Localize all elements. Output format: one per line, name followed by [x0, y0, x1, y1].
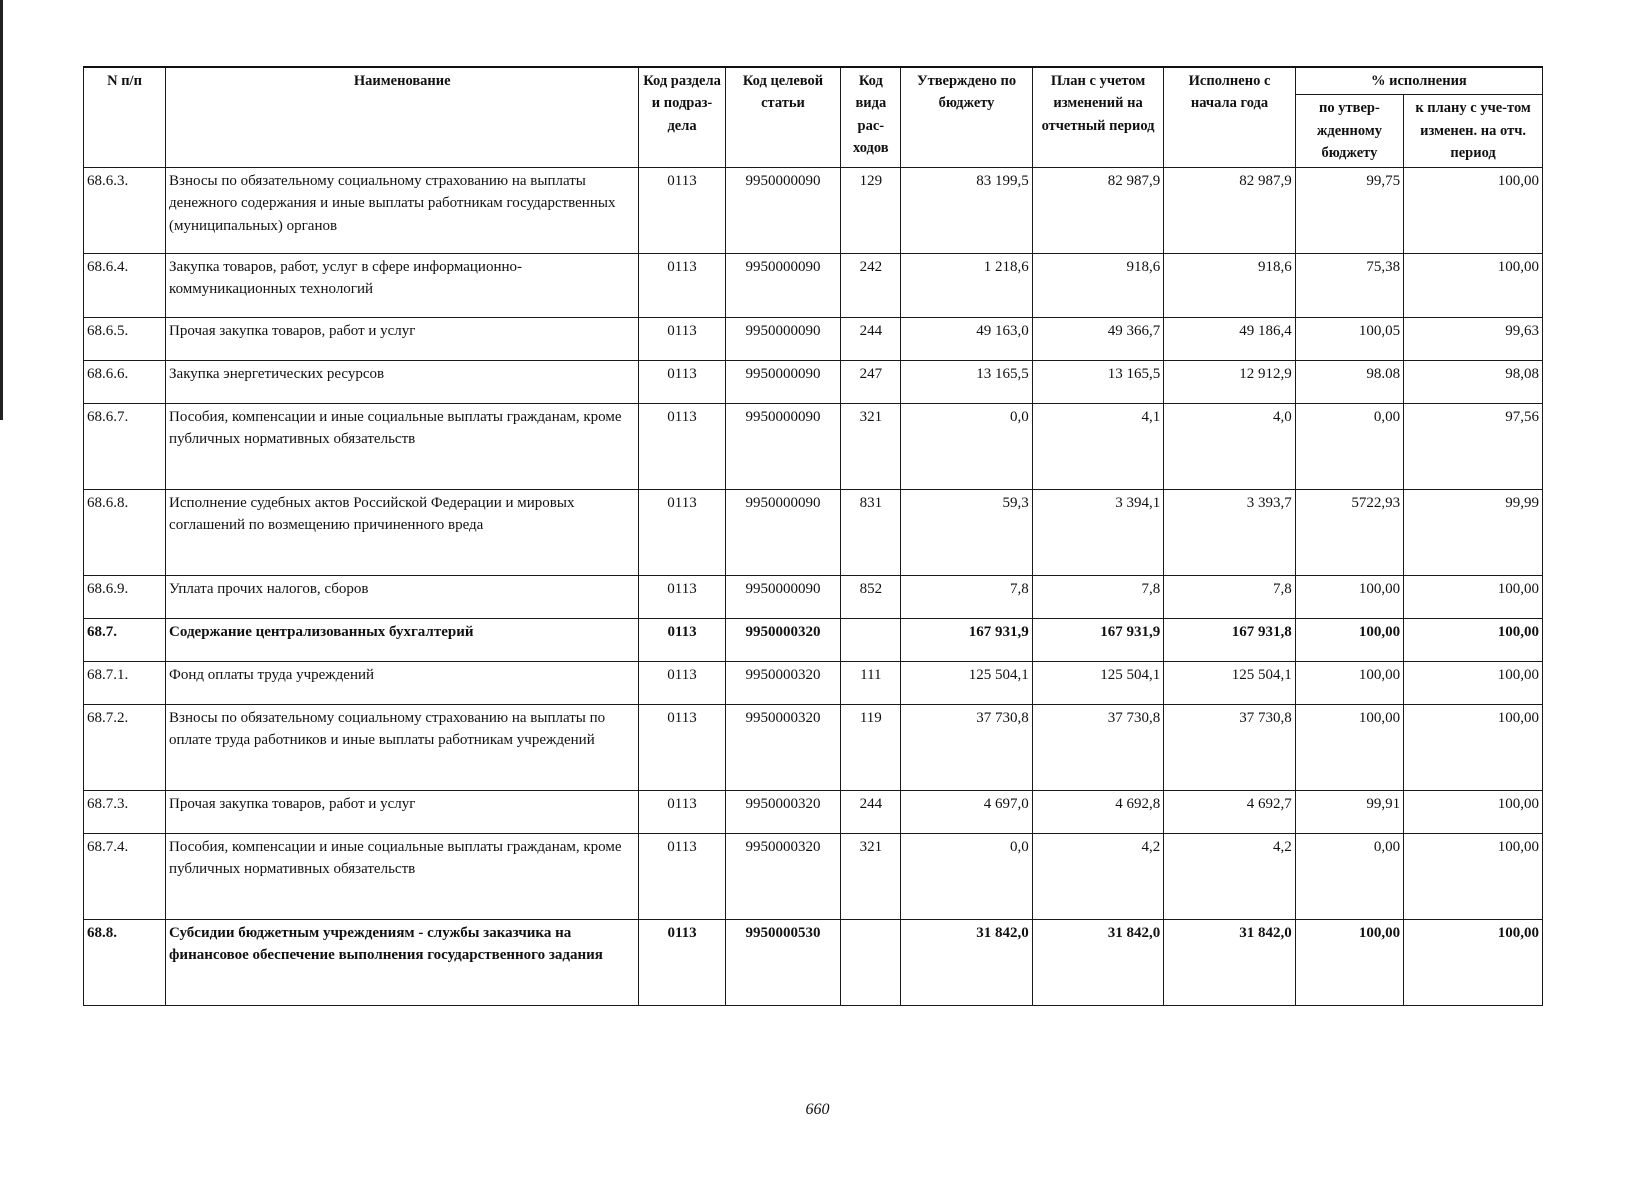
row-executed-amount: 31 842,0: [1164, 919, 1295, 1005]
row-razdel-code: 0113: [639, 575, 725, 618]
row-pct-budget: 100,00: [1295, 618, 1403, 661]
page-number: 660: [805, 1101, 830, 1118]
row-razdel-code: 0113: [639, 704, 725, 790]
row-expense-type-code: 852: [841, 575, 901, 618]
row-executed-amount: 4,2: [1164, 833, 1295, 919]
row-approved-amount: 0,0: [901, 403, 1032, 489]
row-plan-amount: 13 165,5: [1032, 360, 1163, 403]
row-number: 68.6.6.: [84, 360, 166, 403]
table-row: [84, 704, 1543, 790]
row-expense-type-code: 242: [841, 253, 901, 317]
table-row: [84, 403, 1543, 489]
table-row: [84, 833, 1543, 919]
table-row: [84, 790, 1543, 833]
row-razdel-code: 0113: [639, 833, 725, 919]
header-name: Наименование: [166, 67, 639, 167]
row-executed-amount: 12 912,9: [1164, 360, 1295, 403]
row-plan-amount: 49 366,7: [1032, 317, 1163, 360]
row-name: Содержание централизованных бухгалтерий: [166, 618, 639, 661]
row-approved-amount: 49 163,0: [901, 317, 1032, 360]
row-name: Уплата прочих налогов, сборов: [166, 575, 639, 618]
row-expense-type-code: 129: [841, 167, 901, 253]
row-razdel-code: 0113: [639, 661, 725, 704]
row-target-code: 9950000530: [725, 919, 841, 1005]
table-row: [84, 253, 1543, 317]
row-razdel-code: 0113: [639, 618, 725, 661]
row-target-code: 9950000090: [725, 403, 841, 489]
row-expense-type-code: 244: [841, 317, 901, 360]
row-expense-type-code: 321: [841, 833, 901, 919]
row-target-code: 9950000320: [725, 661, 841, 704]
row-target-code: 9950000090: [725, 489, 841, 575]
row-target-code: 9950000320: [725, 790, 841, 833]
row-pct-plan: 100,00: [1404, 704, 1543, 790]
row-approved-amount: 4 697,0: [901, 790, 1032, 833]
row-expense-type-code: 244: [841, 790, 901, 833]
row-target-code: 9950000320: [725, 704, 841, 790]
row-number: 68.6.3.: [84, 167, 166, 253]
row-executed-amount: 4,0: [1164, 403, 1295, 489]
row-pct-plan: 100,00: [1404, 833, 1543, 919]
row-pct-plan: 100,00: [1404, 167, 1543, 253]
row-number: 68.7.2.: [84, 704, 166, 790]
row-plan-amount: 7,8: [1032, 575, 1163, 618]
header-num: N п/п: [84, 67, 166, 167]
row-name: Закупка товаров, работ, услуг в сфере информационно-коммуникационных технологий: [166, 253, 639, 317]
header-utv: Утверждено по бюджету: [901, 67, 1032, 167]
row-pct-budget: 99,75: [1295, 167, 1403, 253]
row-name: Прочая закупка товаров, работ и услуг: [166, 790, 639, 833]
row-pct-plan: 99,63: [1404, 317, 1543, 360]
row-name: Закупка энергетических ресурсов: [166, 360, 639, 403]
header-celevaya: Код целевой статьи: [725, 67, 841, 167]
row-executed-amount: 37 730,8: [1164, 704, 1295, 790]
row-number: 68.8.: [84, 919, 166, 1005]
row-razdel-code: 0113: [639, 253, 725, 317]
row-target-code: 9950000090: [725, 575, 841, 618]
row-number: 68.6.5.: [84, 317, 166, 360]
row-pct-plan: 97,56: [1404, 403, 1543, 489]
row-name: Пособия, компенсации и иные социальные выплаты гражданам, кроме публичных нормативных обязательств: [166, 403, 639, 489]
table-row: [84, 575, 1543, 618]
row-executed-amount: 918,6: [1164, 253, 1295, 317]
row-name: Прочая закупка товаров, работ и услуг: [166, 317, 639, 360]
row-target-code: 9950000320: [725, 833, 841, 919]
row-plan-amount: 3 394,1: [1032, 489, 1163, 575]
row-approved-amount: 1 218,6: [901, 253, 1032, 317]
header-pct-budget: по утвер-жденному бюджету: [1295, 95, 1403, 167]
row-executed-amount: 7,8: [1164, 575, 1295, 618]
row-number: 68.6.4.: [84, 253, 166, 317]
row-number: 68.6.8.: [84, 489, 166, 575]
row-approved-amount: 0,0: [901, 833, 1032, 919]
row-approved-amount: 7,8: [901, 575, 1032, 618]
header-razdel: Код раздела и подраз-дела: [639, 67, 725, 167]
row-number: 68.7.4.: [84, 833, 166, 919]
row-pct-plan: 100,00: [1404, 790, 1543, 833]
row-executed-amount: 3 393,7: [1164, 489, 1295, 575]
row-number: 68.7.: [84, 618, 166, 661]
row-pct-budget: 98.08: [1295, 360, 1403, 403]
row-approved-amount: 31 842,0: [901, 919, 1032, 1005]
row-target-code: 9950000090: [725, 317, 841, 360]
row-approved-amount: 37 730,8: [901, 704, 1032, 790]
row-plan-amount: 4 692,8: [1032, 790, 1163, 833]
row-plan-amount: 4,2: [1032, 833, 1163, 919]
row-expense-type-code: 247: [841, 360, 901, 403]
row-number: 68.7.3.: [84, 790, 166, 833]
row-name: Исполнение судебных актов Российской Федерации и мировых соглашений по возмещению причиненного вреда: [166, 489, 639, 575]
row-executed-amount: 82 987,9: [1164, 167, 1295, 253]
row-plan-amount: 37 730,8: [1032, 704, 1163, 790]
table-row: [84, 360, 1543, 403]
row-plan-amount: 125 504,1: [1032, 661, 1163, 704]
row-razdel-code: 0113: [639, 167, 725, 253]
row-name: Субсидии бюджетным учреждениям - службы заказчика на финансовое обеспечение выполнения государственного задания: [166, 919, 639, 1005]
row-razdel-code: 0113: [639, 360, 725, 403]
row-pct-budget: 0,00: [1295, 403, 1403, 489]
row-number: 68.7.1.: [84, 661, 166, 704]
row-expense-type-code: 321: [841, 403, 901, 489]
row-pct-budget: 100,05: [1295, 317, 1403, 360]
row-razdel-code: 0113: [639, 403, 725, 489]
row-plan-amount: 31 842,0: [1032, 919, 1163, 1005]
row-pct-budget: 100,00: [1295, 575, 1403, 618]
row-pct-plan: 100,00: [1404, 919, 1543, 1005]
row-pct-budget: 100,00: [1295, 704, 1403, 790]
row-pct-budget: 0,00: [1295, 833, 1403, 919]
row-number: 68.6.9.: [84, 575, 166, 618]
row-name: Взносы по обязательному социальному страхованию на выплаты денежного содержания и иные выплаты работникам государственных (муниципальных) органов: [166, 167, 639, 253]
row-name: Взносы по обязательному социальному страхованию на выплаты по оплате труда работников и иные выплаты работникам учреждений: [166, 704, 639, 790]
row-approved-amount: 125 504,1: [901, 661, 1032, 704]
header-vid: Код вида рас-ходов: [841, 67, 901, 167]
table-row: [84, 661, 1543, 704]
row-executed-amount: 167 931,8: [1164, 618, 1295, 661]
table-row: [84, 919, 1543, 1005]
row-plan-amount: 4,1: [1032, 403, 1163, 489]
table-body: [84, 167, 1543, 1005]
row-target-code: 9950000090: [725, 253, 841, 317]
row-target-code: 9950000090: [725, 167, 841, 253]
row-razdel-code: 0113: [639, 489, 725, 575]
row-pct-budget: 5722,93: [1295, 489, 1403, 575]
row-razdel-code: 0113: [639, 317, 725, 360]
row-plan-amount: 918,6: [1032, 253, 1163, 317]
row-approved-amount: 83 199,5: [901, 167, 1032, 253]
row-pct-plan: 99,99: [1404, 489, 1543, 575]
row-plan-amount: 82 987,9: [1032, 167, 1163, 253]
row-expense-type-code: [841, 919, 901, 1005]
row-plan-amount: 167 931,9: [1032, 618, 1163, 661]
header-pct-plan: к плану с уче-том изменен. на отч. период: [1404, 95, 1543, 167]
row-pct-plan: 100,00: [1404, 661, 1543, 704]
row-pct-plan: 100,00: [1404, 253, 1543, 317]
row-executed-amount: 49 186,4: [1164, 317, 1295, 360]
budget-execution-table: [83, 66, 1543, 1006]
row-executed-amount: 4 692,7: [1164, 790, 1295, 833]
row-name: Фонд оплаты труда учреждений: [166, 661, 639, 704]
header-ispoln: Исполнено с начала года: [1164, 67, 1295, 167]
row-expense-type-code: 111: [841, 661, 901, 704]
row-executed-amount: 125 504,1: [1164, 661, 1295, 704]
table-row: [84, 489, 1543, 575]
table-row: [84, 167, 1543, 253]
row-pct-budget: 75,38: [1295, 253, 1403, 317]
table-row: [84, 317, 1543, 360]
row-pct-budget: 100,00: [1295, 661, 1403, 704]
row-expense-type-code: [841, 618, 901, 661]
row-pct-budget: 99,91: [1295, 790, 1403, 833]
row-pct-plan: 98,08: [1404, 360, 1543, 403]
table-header: [84, 67, 1543, 167]
table-row: [84, 618, 1543, 661]
row-pct-budget: 100,00: [1295, 919, 1403, 1005]
row-approved-amount: 167 931,9: [901, 618, 1032, 661]
row-number: 68.6.7.: [84, 403, 166, 489]
row-pct-plan: 100,00: [1404, 575, 1543, 618]
header-plan: План с учетом изменений на отчетный период: [1032, 67, 1163, 167]
row-target-code: 9950000320: [725, 618, 841, 661]
row-name: Пособия, компенсации и иные социальные выплаты гражданам, кроме публичных нормативных обязательств: [166, 833, 639, 919]
row-pct-plan: 100,00: [1404, 618, 1543, 661]
row-razdel-code: 0113: [639, 919, 725, 1005]
row-razdel-code: 0113: [639, 790, 725, 833]
header-pct-group: % исполнения: [1295, 67, 1542, 95]
row-expense-type-code: 831: [841, 489, 901, 575]
scan-edge: [0, 0, 3, 420]
row-target-code: 9950000090: [725, 360, 841, 403]
row-approved-amount: 13 165,5: [901, 360, 1032, 403]
row-expense-type-code: 119: [841, 704, 901, 790]
row-approved-amount: 59,3: [901, 489, 1032, 575]
